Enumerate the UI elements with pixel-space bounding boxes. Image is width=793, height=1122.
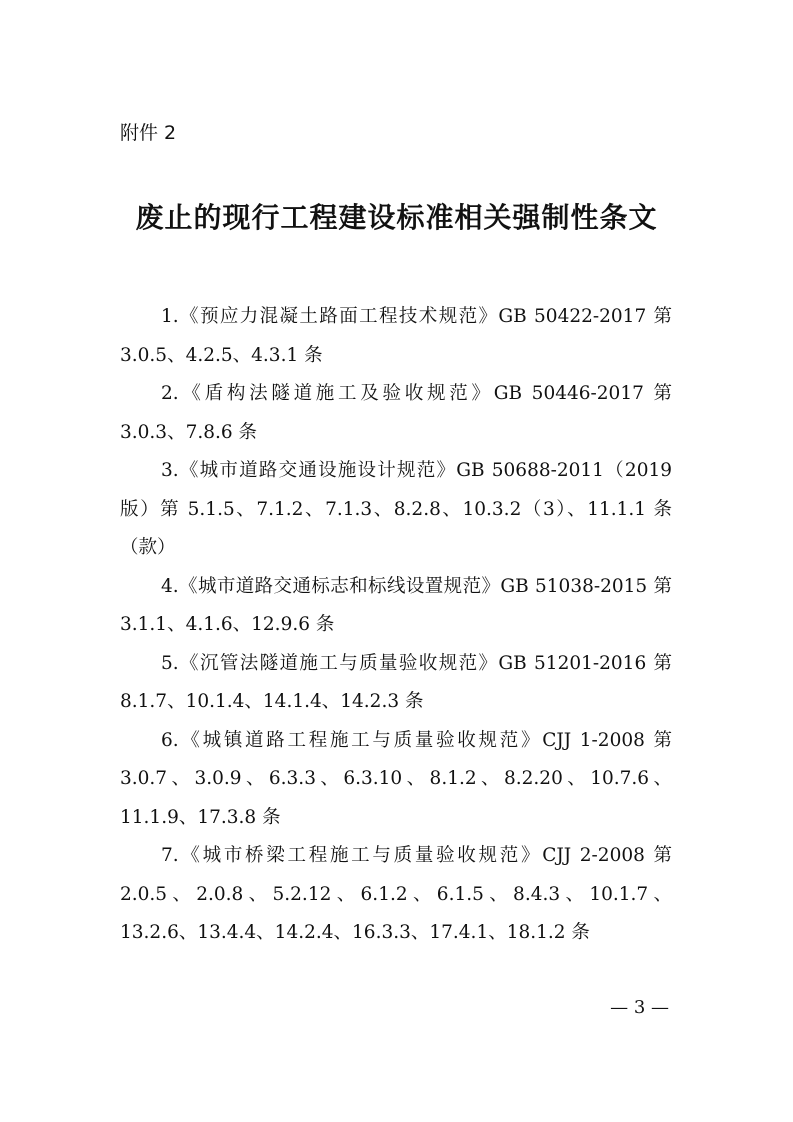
clause-item: 4.《城市道路交通标志和标线设置规范》GB 51038-2015 第 3.1.1、4.1.6、12.9.6 条	[120, 575, 672, 635]
clause-item: 5.《沉管法隧道施工与质量验收规范》GB 51201-2016 第 8.1.7、10.1.4、14.1.4、14.2.3 条	[120, 652, 672, 712]
clause-item: 3.《城市道路交通设施设计规范》GB 50688-2011（2019 版）第 5.1.5、7.1.2、7.1.3、8.2.8、10.3.2（3）、11.1.1 条（款）	[120, 460, 672, 558]
clause-item: 2.《盾构法隧道施工及验收规范》GB 50446-2017 第 3.0.3、7.8.6 条	[120, 383, 672, 443]
clause-item: 7.《城市桥梁工程施工与质量验收规范》CJJ 2-2008 第 2.0.5、2.0.8、5.2.12、6.1.2、6.1.5、8.4.3、10.1.7、13.2.6、13.4.4、14.2.4、16.3.3、17.4.1、18.1.2 条	[120, 845, 672, 943]
clause-list	[120, 298, 672, 953]
clause-item: 6.《城镇道路工程施工与质量验收规范》CJJ 1-2008 第 3.0.7、3.0.9、6.3.3、6.3.10、8.1.2、8.2.20、10.7.6、11.1.9、17.3.8 条	[120, 729, 672, 828]
clause-item: 1.《预应力混凝土路面工程技术规范》GB 50422-2017 第 3.0.5、4.2.5、4.3.1 条	[120, 306, 672, 366]
document-title: 废止的现行工程建设标准相关强制性条文	[135, 201, 658, 234]
attachment-label: 附件 2	[120, 122, 177, 144]
page-number: — 3 —	[610, 997, 669, 1018]
